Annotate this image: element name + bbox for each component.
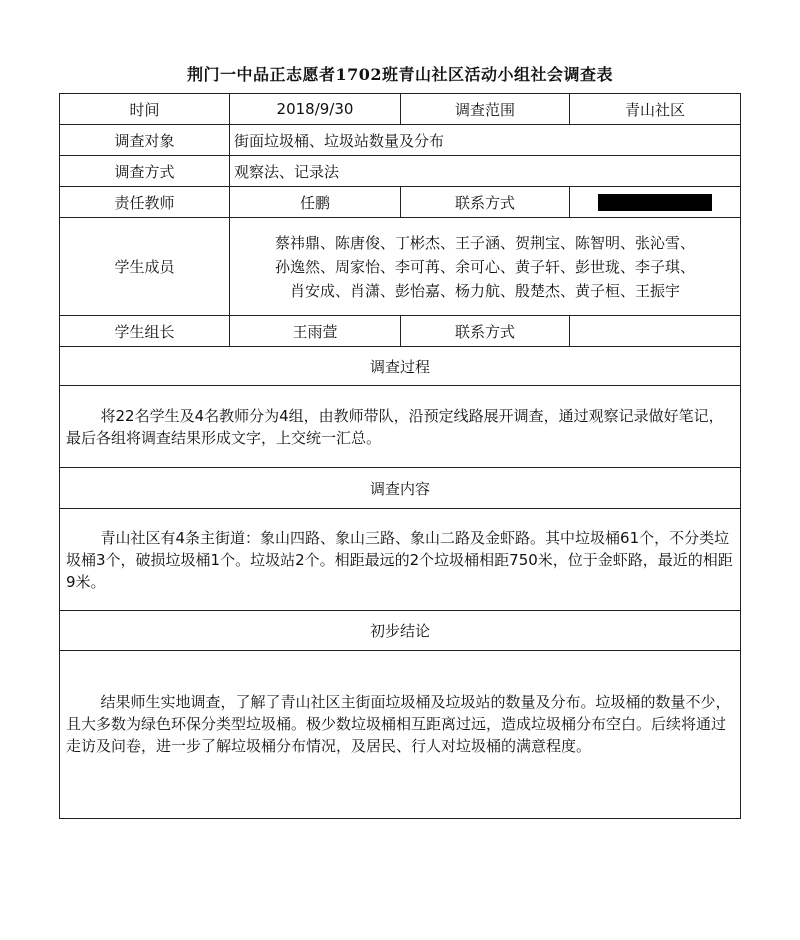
survey-table [59,93,741,819]
value-leader-contact [570,316,741,347]
label-members: 学生成员 [60,218,230,316]
section-heading-content: 调查内容 [60,468,741,509]
row-subject [60,125,741,156]
process-paragraph: 将22名学生及4名教师分为4组，由教师带队，沿预定线路展开调查，通过观察记录做好笔记，最后各组将调查结果形成文字，上交统一汇总。 [66,406,724,447]
row-process-text [60,386,741,468]
label-leader: 学生组长 [60,316,230,347]
members-line: 孙逸然、周家怡、李可苒、余可心、黄子轩、彭世珑、李子琪、 [274,257,695,276]
form-title: 荆门一中品正志愿者1702班青山社区活动小组社会调查表 [186,65,614,84]
members-line: 蔡祎鼎、陈唐俊、丁彬杰、王子涵、贺荆宝、陈智明、张沁雪、 [274,233,695,252]
label-subject: 调查对象 [60,125,230,156]
row-leader [60,316,741,347]
redacted-contact-block [598,194,712,211]
row-time-scope [60,94,741,125]
row-content-text [60,509,741,611]
value-teacher: 任鹏 [230,187,401,218]
conclusion-paragraph: 结果师生实地调查，了解了青山社区主街面垃圾桶及垃圾站的数量及分布。垃圾桶的数量不少，且大多数为绿色环保分类型垃圾桶。极少数垃圾桶相互距离过远，造成垃圾桶分布空白。后续将通过走访及问卷，进一步了解垃圾桶分布情况，及居民、行人对垃圾桶的满意程度。 [66,693,731,755]
content-paragraph: 青山社区有4条主街道：象山四路、象山三路、象山二路及金虾路。其中垃圾桶61个，不分类垃圾桶3个，破损垃圾桶1个。垃圾站2个。相距最远的2个垃圾桶相距750米，位于金虾路，最近的相距9米。 [66,528,733,591]
label-time: 时间 [60,94,230,125]
row-teacher [60,187,741,218]
label-scope: 调查范围 [401,94,570,125]
section-text-process [60,386,741,468]
value-scope: 青山社区 [570,94,741,125]
row-content-heading [60,468,741,509]
section-text-conclusion [60,651,741,819]
value-time: 2018/9/30 [230,94,401,125]
row-process-heading [60,347,741,386]
section-text-content [60,509,741,611]
row-members [60,218,741,316]
row-method [60,156,741,187]
value-method: 观察法、记录法 [230,156,741,187]
row-conclusion-heading [60,611,741,651]
section-heading-process: 调查过程 [60,347,741,386]
value-teacher-contact [570,187,741,218]
label-teacher-contact: 联系方式 [401,187,570,218]
members-line: 肖安成、肖潇、彭怡嘉、杨力航、殷楚杰、黄子桓、王振宇 [289,281,680,300]
section-heading-conclusion: 初步结论 [60,611,741,651]
label-leader-contact: 联系方式 [401,316,570,347]
label-method: 调查方式 [60,156,230,187]
label-teacher: 责任教师 [60,187,230,218]
value-subject: 街面垃圾桶、垃圾站数量及分布 [230,125,741,156]
value-leader: 王雨萱 [230,316,401,347]
value-members [230,218,741,316]
row-conclusion-text [60,651,741,819]
